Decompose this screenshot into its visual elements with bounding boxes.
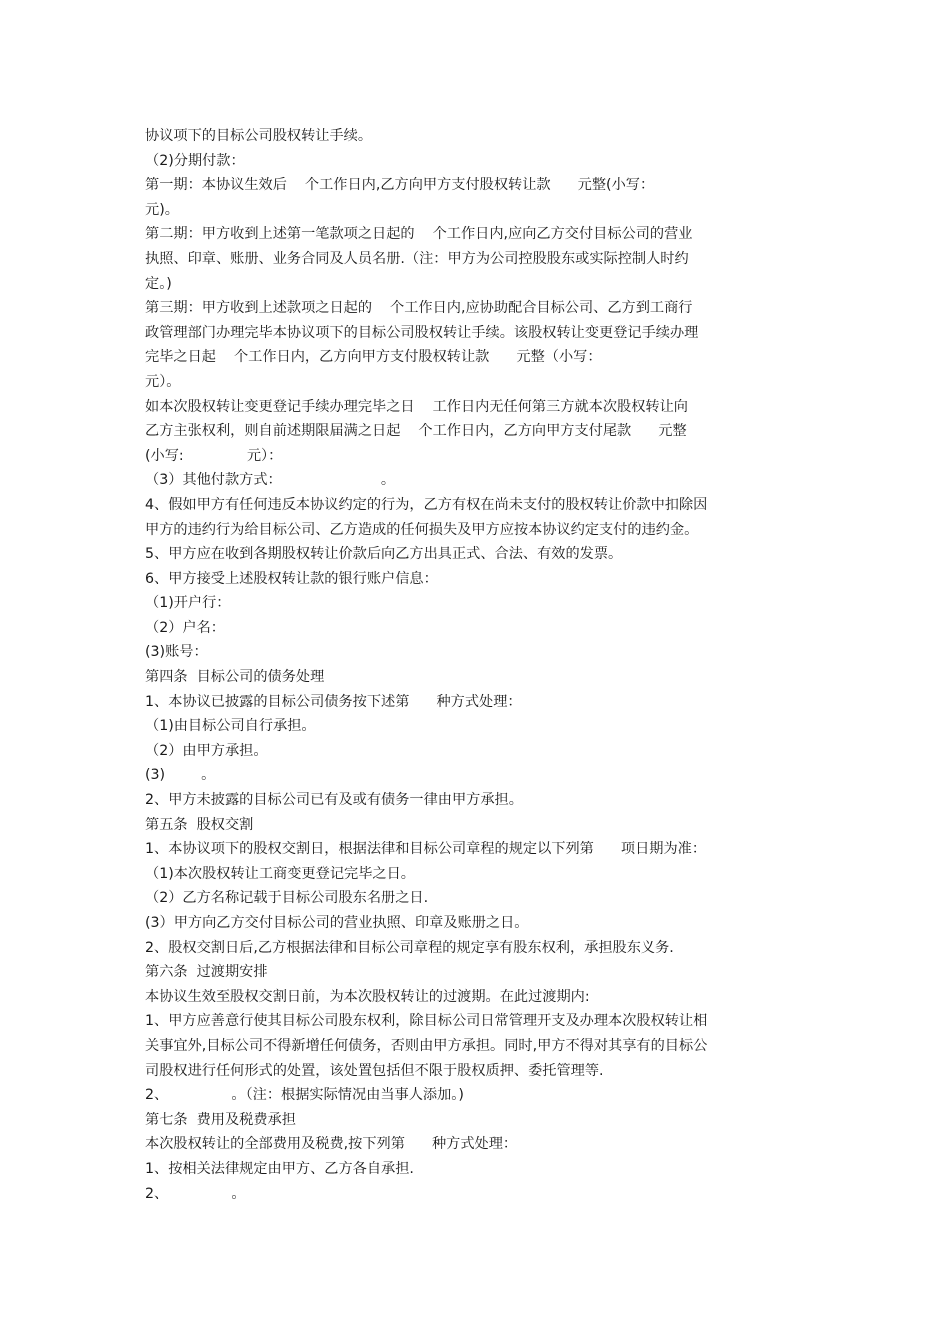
document-line: 本协议生效至股权交割日前，为本次股权转让的过渡期。在此过渡期内: bbox=[145, 988, 590, 1005]
section-heading: 第五条 股权交割 bbox=[145, 816, 254, 833]
document-line: 第三期：甲方收到上述款项之日起的 个工作日内,应协助配合目标公司、乙方到工商行 bbox=[145, 300, 693, 317]
document-line: (小写: 元）： bbox=[145, 447, 283, 464]
document-line: 协议项下的目标公司股权转让手续。 bbox=[145, 128, 373, 144]
document-line: 第二期：甲方收到上述第一笔款项之日起的 个工作日内,应向乙方交付目标公司的营业 bbox=[145, 226, 693, 243]
document-line: 乙方主张权利，则自前述期限届满之日起 个工作日内，乙方向甲方支付尾款 元整 bbox=[145, 423, 687, 440]
document-line: 关事宜外,目标公司不得新增任何债务，否则由甲方承担。同时,甲方不得对其享有的目标公 bbox=[145, 1037, 708, 1054]
document-line: 如本次股权转让变更登记手续办理完毕之日 工作日内无任何第三方就本次股权转让向 bbox=[145, 398, 688, 415]
document-line: 司股权进行任何形式的处置，该处置包括但不限于股权质押、委托管理等. bbox=[145, 1062, 604, 1079]
document-line: 元）。 bbox=[145, 373, 181, 390]
document-line: 执照、印章、账册、业务合同及人员名册.（注：甲方为公司控股股东或实际控制人时约 bbox=[145, 250, 689, 267]
document-line: 第一期：本协议生效后 个工作日内,乙方向甲方支付股权转让款 元整(小写： bbox=[145, 177, 655, 194]
document-line: （2）由甲方承担。 bbox=[145, 742, 268, 759]
document-line: (3) 。 bbox=[145, 767, 216, 784]
document-line: (3)账号： bbox=[145, 644, 208, 661]
document-line: 元)。 bbox=[145, 201, 179, 218]
document-line: （2）户名： bbox=[145, 619, 225, 636]
document-line: （1)由目标公司自行承担。 bbox=[145, 718, 316, 735]
document-line: 政管理部门办理完毕本协议项下的目标公司股权转让手续。该股权转让变更登记手续办理 bbox=[145, 324, 699, 341]
document-line: (3）甲方向乙方交付目标公司的营业执照、印章及账册之日。 bbox=[145, 915, 529, 931]
document-line: 5、甲方应在收到各期股权转让价款后向乙方出具正式、合法、有效的发票。 bbox=[145, 546, 623, 563]
document-line: （1)本次股权转让工商变更登记完毕之日。 bbox=[145, 865, 415, 882]
document-line: 1、按相关法律规定由甲方、乙方各自承担. bbox=[145, 1160, 414, 1177]
document-line: （2）乙方名称记载于目标公司股东名册之日. bbox=[145, 890, 429, 907]
section-heading: 第四条 目标公司的债务处理 bbox=[145, 669, 325, 686]
section-heading: 第六条 过渡期安排 bbox=[145, 964, 268, 981]
document-line: 1、本协议项下的股权交割日，根据法律和目标公司章程的规定以下列第 项日期为准： bbox=[145, 841, 707, 858]
document-line: （1)开户行： bbox=[145, 595, 231, 612]
document-page bbox=[145, 124, 807, 1206]
document-line: 甲方的违约行为给目标公司、乙方造成的任何损失及甲方应按本协议约定支付的违约金。 bbox=[145, 521, 699, 538]
document-line: 2、甲方未披露的目标公司已有及或有债务一律由甲方承担。 bbox=[145, 792, 523, 809]
document-line: 2、 。 bbox=[145, 1185, 246, 1202]
document-line: 6、甲方接受上述股权转让款的银行账户信息： bbox=[145, 570, 438, 587]
document-line: 定。) bbox=[145, 275, 172, 292]
document-line: （3）其他付款方式： 。 bbox=[145, 472, 396, 489]
document-line: 完毕之日起 个工作日内，乙方向甲方支付股权转让款 元整（小写： bbox=[145, 349, 602, 366]
document-line: 1、本协议已披露的目标公司债务按下述第 种方式处理： bbox=[145, 693, 522, 710]
document-line: （2)分期付款： bbox=[145, 152, 245, 169]
document-line: 本次股权转让的全部费用及税费,按下列第 种方式处理： bbox=[145, 1136, 518, 1153]
document-line: 2、 。（注：根据实际情况由当事人添加。) bbox=[145, 1087, 464, 1104]
section-heading: 第七条 费用及税费承担 bbox=[145, 1111, 296, 1128]
document-line: 1、甲方应善意行使其目标公司股东权利，除目标公司日常管理开支及办理本次股权转让相 bbox=[145, 1013, 708, 1030]
document-line: 2、股权交割日后,乙方根据法律和目标公司章程的规定享有股东权利，承担股东义务. bbox=[145, 939, 674, 956]
document-line: 4、假如甲方有任何违反本协议约定的行为，乙方有权在尚未支付的股权转让价款中扣除因 bbox=[145, 496, 708, 513]
